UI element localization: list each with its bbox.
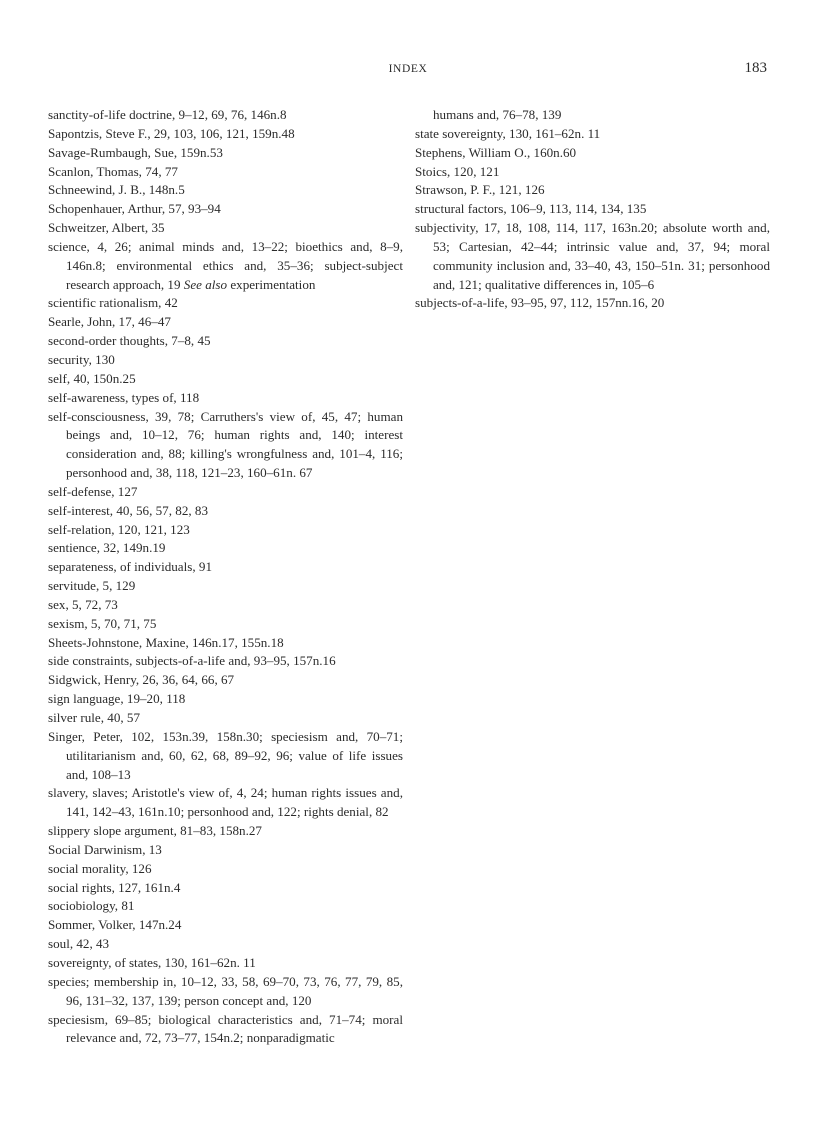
- index-entry: silver rule, 40, 57: [48, 710, 141, 725]
- see-also-label: See also: [183, 276, 228, 292]
- index-column-right: [415, 106, 770, 313]
- index-entry: servitude, 5, 129: [48, 578, 136, 594]
- index-entry: Social Darwinism, 13: [48, 841, 162, 857]
- index-entry: subjects-of-a-life, 93–95, 97, 112, 157nn.16, 20: [415, 295, 665, 311]
- index-entry: separateness, of individuals, 91: [48, 559, 212, 575]
- index-entry: Sheets-Johnstone, Maxine, 146n.17, 155n.18: [48, 634, 284, 650]
- index-entry: security, 130: [48, 351, 115, 367]
- index-entry: Scanlon, Thomas, 74, 77: [48, 163, 178, 179]
- index-entry: self-awareness, types of, 118: [48, 389, 200, 405]
- index-entry: sentience, 32, 149n.19: [48, 540, 166, 556]
- index-entry: Schneewind, J. B., 148n.5: [48, 182, 185, 198]
- page-number: 183: [744, 60, 767, 76]
- index-entry: self, 40, 150n.25: [48, 370, 136, 386]
- index-entry: slavery, slaves; Aristotle's view of, 4, 24; human rights issues and, 141, 142–43, 161n.10; personhood and, 122; rights denial, 82: [48, 785, 403, 820]
- index-entry: slippery slope argument, 81–83, 158n.27: [48, 823, 262, 839]
- index-entry: scientific rationalism, 42: [48, 295, 178, 311]
- index-entry: species; membership in, 10–12, 33, 58, 69–70, 73, 76, 77, 79, 85, 96, 131–32, 137, 139; person concept and, 120: [48, 973, 403, 1008]
- index-entry: Savage-Rumbaugh, Sue, 159n.53: [48, 144, 223, 160]
- index-entry: speciesism, 69–85; biological characteristics and, 71–74; moral relevance and, 72, 73–77, 154n.2; nonparadigmatic: [48, 1011, 403, 1046]
- index-entry: social rights, 127, 161n.4: [48, 879, 181, 895]
- index-entry: subjectivity, 17, 18, 108, 114, 117, 163n.20; absolute worth and, 53; Cartesian, 42–44; intrinsic value and, 37, 94; moral community inclusion and, 33–40, 43, 150–51n. 31; personhood and, 121; qualitative differences in, 105–6: [415, 220, 770, 292]
- index-entry: Singer, Peter, 102, 153n.39, 158n.30; speciesism and, 70–71; utilitarianism and, 60, 62, 68, 89–92, 96; value of life issues and, 108–13: [48, 728, 403, 782]
- index-entry: Stoics, 120, 121: [415, 163, 500, 179]
- index-entry: Stephens, William O., 160n.60: [415, 144, 577, 160]
- index-entry: sovereignty, of states, 130, 161–62n. 11: [48, 954, 256, 970]
- index-entry: state sovereignty, 130, 161–62n. 11: [415, 125, 601, 141]
- index-entry: sexism, 5, 70, 71, 75: [48, 615, 157, 631]
- index-entry: self-interest, 40, 56, 57, 82, 83: [48, 502, 209, 518]
- index-entry: side constraints, subjects-of-a-life and, 93–95, 157n.16: [48, 653, 336, 669]
- index-entry: Schopenhauer, Arthur, 57, 93–94: [48, 201, 221, 217]
- index-entry: sanctity-of-life doctrine, 9–12, 69, 76, 146n.8: [48, 107, 287, 122]
- index-entry-continuation: humans and, 76–78, 139: [433, 107, 562, 122]
- index-entry: Sidgwick, Henry, 26, 36, 64, 66, 67: [48, 672, 235, 688]
- index-entry: Sommer, Volker, 147n.24: [48, 917, 182, 933]
- index-entry: soul, 42, 43: [48, 936, 110, 952]
- index-entry: sign language, 19–20, 118: [48, 691, 186, 707]
- index-entry: self-relation, 120, 121, 123: [48, 521, 190, 537]
- index-entry: Strawson, P. F., 121, 126: [415, 182, 545, 198]
- index-entry: structural factors, 106–9, 113, 114, 134, 135: [415, 201, 647, 217]
- index-entry: sex, 5, 72, 73: [48, 596, 118, 612]
- index-entry: self-defense, 127: [48, 483, 138, 499]
- index-entry: Sapontzis, Steve F., 29, 103, 106, 121, 159n.48: [48, 125, 295, 141]
- index-column-left: [48, 106, 403, 1048]
- running-header: [0, 60, 816, 80]
- index-entry: Searle, John, 17, 46–47: [48, 314, 171, 330]
- index-entry: second-order thoughts, 7–8, 45: [48, 333, 211, 349]
- running-title: INDEX: [388, 63, 428, 75]
- index-entry: social morality, 126: [48, 860, 152, 876]
- index-entry: sociobiology, 81: [48, 898, 135, 914]
- index-entry: Schweitzer, Albert, 35: [48, 220, 165, 236]
- index-entry: science, 4, 26; animal minds and, 13–22; bioethics and, 8–9, 146n.8; environmental ethics and, 35–36; subject-subject research approach, 19 See also experimentation: [48, 238, 403, 292]
- index-entry: self-consciousness, 39, 78; Carruthers's view of, 45, 47; human beings and, 10–12, 76; human rights and, 140; interest consideration and, 88; killing's wrongfulness and, 101–4, 116; personhood and, 38, 118, 121–23, 160–61n. 67: [48, 408, 403, 481]
